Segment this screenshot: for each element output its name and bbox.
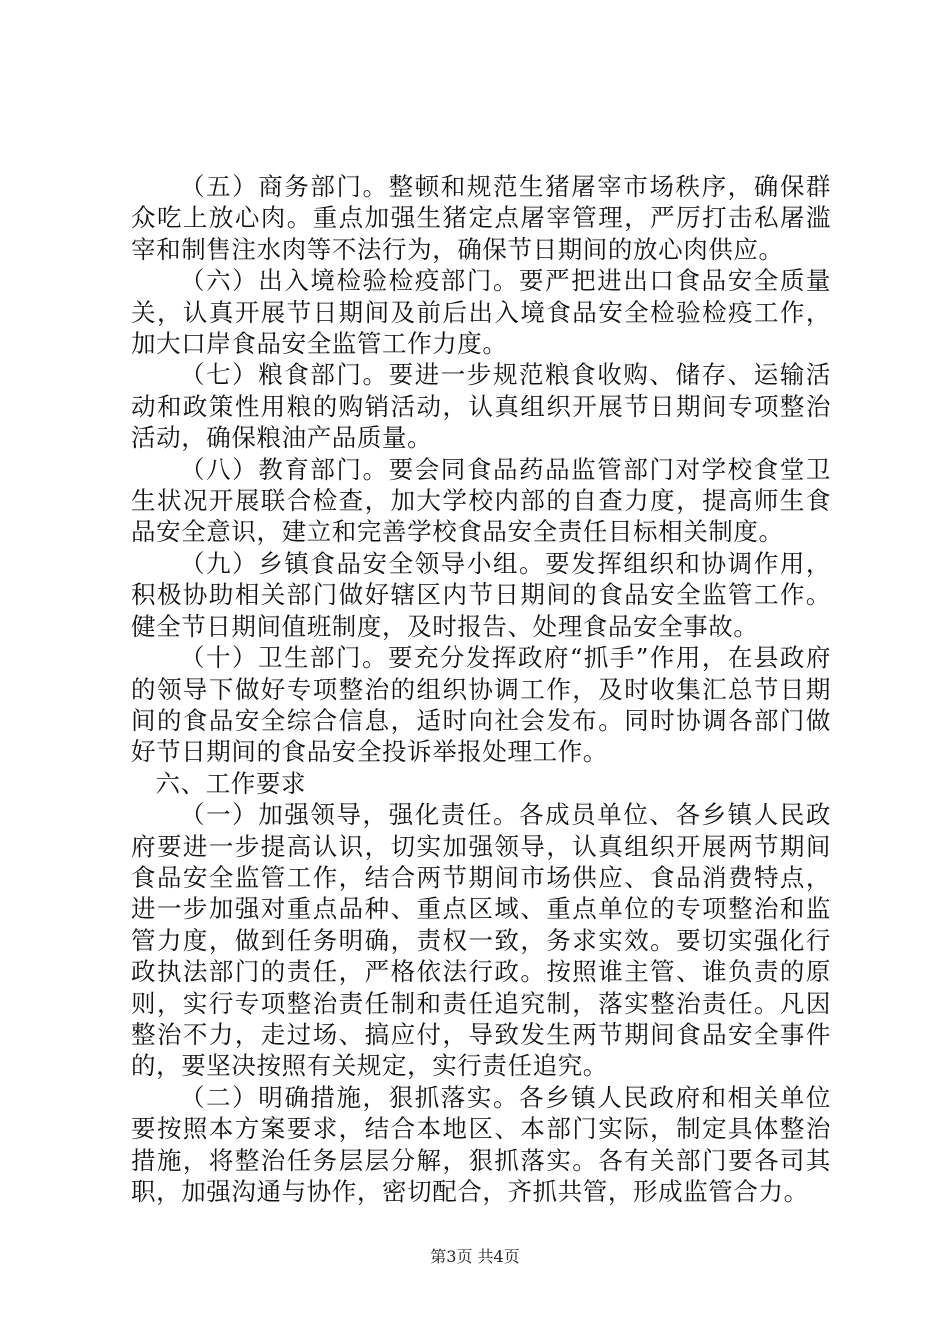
document-body xyxy=(131,171,831,1207)
paragraph-leadership: （一）加强领导，强化责任。各成员单位、各乡镇人民政府要进一步提高认识，切实加强领导，认真组织开展两节期间食品安全监管工作，结合两节期间市场供应、食品消费特点，进一步加强对重点品种、重点区域、重点单位的专项整治和监管力度，做到任务明确，责权一致，务求实效。要切实强化行政执法部门的责任，严格依法行政。按照谁主管、谁负责的原则，实行专项整治责任制和责任追究制，落实整治责任。凡因整治不力，走过场、搞应付，导致发生两节期间食品安全事件的，要坚决按照有关规定，实行责任追究。 xyxy=(131,800,831,1081)
paragraph-education: （八）教育部门。要会同食品药品监管部门对学校食堂卫生状况开展联合检查，加大学校内部的自查力度，提高师生食品安全意识，建立和完善学校食品安全责任目标相关制度。 xyxy=(131,454,831,547)
paragraph-grain: （七）粮食部门。要进一步规范粮食收购、储存、运输活动和政策性用粮的购销活动，认真组织开展节日期间专项整治活动，确保粮油产品质量。 xyxy=(131,360,831,453)
paragraph-health: （十）卫生部门。要充分发挥政府“抓手”作用，在县政府的领导下做好专项整治的组织协调工作，及时收集汇总节日期间的食品安全综合信息，适时向社会发布。同时协调各部门做好节日期间的食品安全投诉举报处理工作。 xyxy=(131,643,831,767)
section-heading-work-requirements: 六、工作要求 xyxy=(155,768,307,798)
paragraph-measures: （二）明确措施，狠抓落实。各乡镇人民政府和相关单位要按照本方案要求，结合本地区、本部门实际，制定具体整治措施，将整治任务层层分解，狠抓落实。各有关部门要各司其职，加强沟通与协作，密切配合，齐抓共管，形成监管合力。 xyxy=(131,1082,831,1206)
paragraph-commerce: （五）商务部门。整顿和规范生猪屠宰市场秩序，确保群众吃上放心肉。重点加强生猪定点屠宰管理，严厉打击私屠滥宰和制售注水肉等不法行为，确保节日期间的放心肉供应。 xyxy=(131,172,831,264)
paragraph-township-group: （九）乡镇食品安全领导小组。要发挥组织和协调作用，积极协助相关部门做好辖区内节日期间的食品安全监管工作。健全节日期间值班制度，及时报告、处理食品安全事故。 xyxy=(131,548,831,641)
paragraph-inspection-quarantine: （六）出入境检验检疫部门。要严把进出口食品安全质量关，认真开展节日期间及前后出入境食品安全检验检疫工作，加大口岸食品安全监管工作力度。 xyxy=(131,266,831,359)
page-number-footer: 第3页 共4页 xyxy=(430,1247,520,1266)
